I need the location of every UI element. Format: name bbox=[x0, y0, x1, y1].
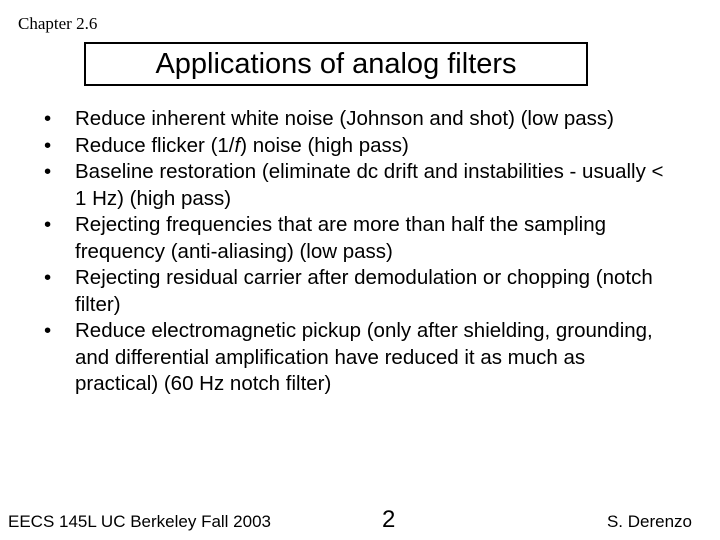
bullet-symbol: • bbox=[44, 107, 52, 130]
bullet-list bbox=[44, 106, 664, 398]
bullet-symbol: • bbox=[44, 160, 52, 183]
bullet-text: Rejecting residual carrier after demodulation or chopping (notch filter) bbox=[75, 266, 653, 316]
bullet-text: Reduce inherent white noise (Johnson and shot) (low pass) bbox=[75, 107, 614, 130]
bullet-item bbox=[44, 318, 664, 398]
bullet-item bbox=[44, 212, 664, 265]
bullet-symbol: • bbox=[44, 213, 52, 236]
footer-author: S. Derenzo bbox=[606, 512, 692, 531]
bullet-symbol: • bbox=[44, 319, 52, 342]
bullet-text: Baseline restoration (eliminate dc drift and instabilities - usually < 1 Hz) (high pass) bbox=[75, 160, 664, 210]
bullet-text: ) noise (high pass) bbox=[240, 133, 409, 157]
bullet-item bbox=[44, 159, 664, 212]
page-number: 2 bbox=[382, 506, 396, 533]
bullet-text: Rejecting frequencies that are more than half the sampling frequency (anti-aliasing) (low pass) bbox=[75, 213, 607, 263]
footer-course: EECS 145L UC Berkeley Fall 2003 bbox=[8, 512, 272, 531]
bullet-text: Reduce flicker (1/ bbox=[75, 133, 235, 157]
bullet-symbol: • bbox=[44, 266, 52, 289]
bullet-text: Reduce electromagnetic pickup (only after shielding, grounding, and differential amplification have reduced it as much as practical) (60 Hz notch filter) bbox=[75, 319, 653, 395]
bullet-item bbox=[44, 133, 664, 160]
chapter-label: Chapter 2.6 bbox=[18, 14, 98, 33]
bullet-symbol: • bbox=[44, 133, 52, 157]
page-title: Applications of analog filters bbox=[155, 48, 517, 80]
title-box bbox=[84, 42, 588, 86]
bullet-item bbox=[44, 106, 664, 133]
bullet-item bbox=[44, 265, 664, 318]
bullet-text-italic: f bbox=[234, 133, 241, 157]
